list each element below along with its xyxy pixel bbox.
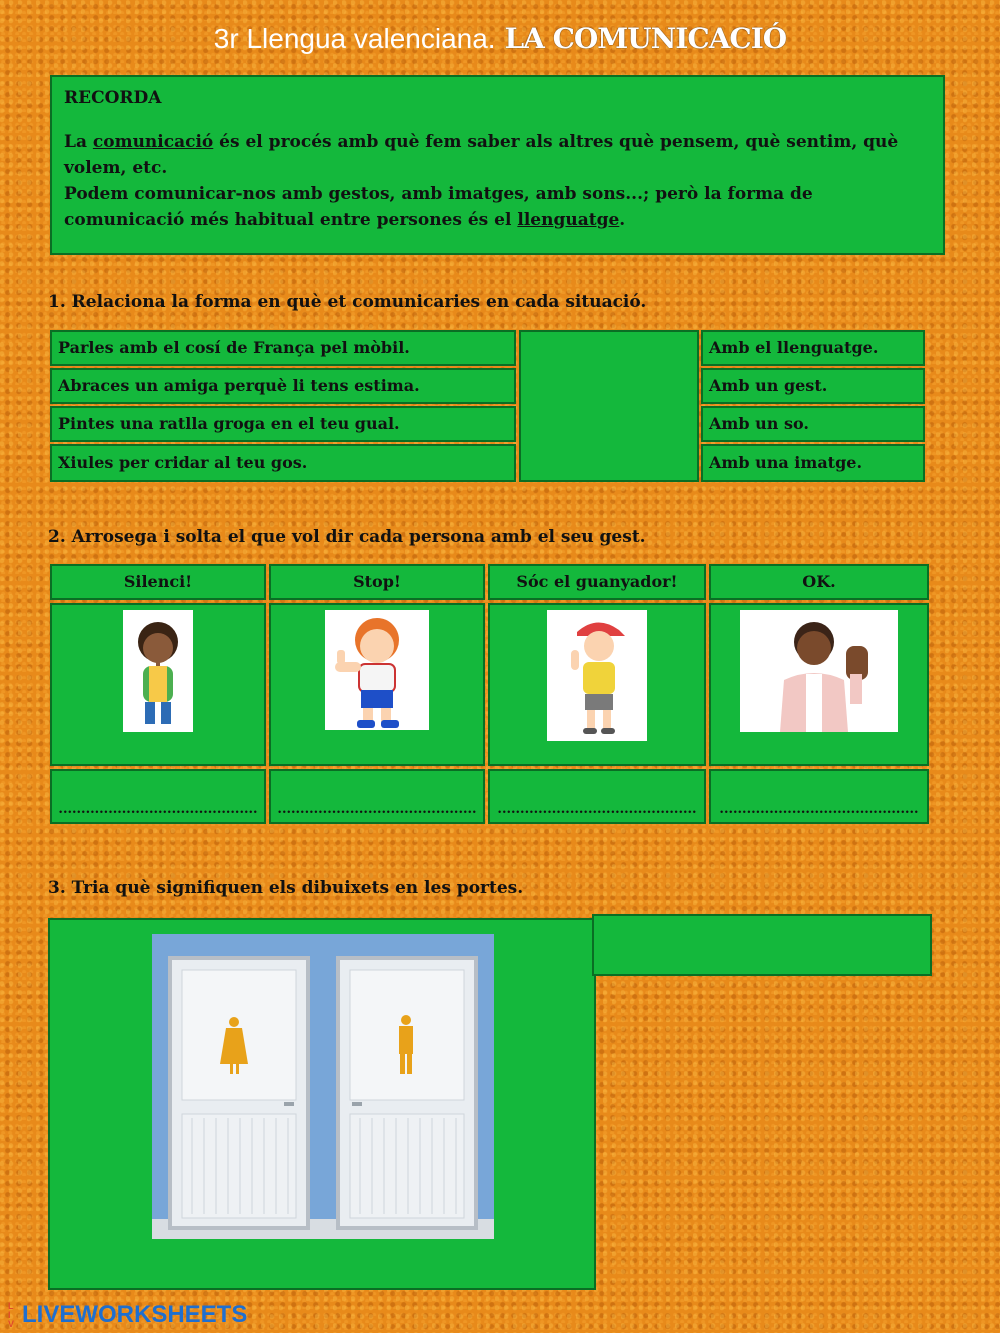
gesture-header-silenci: Silenci! xyxy=(50,564,266,600)
gesture-header-guanyador: Sóc el guanyador! xyxy=(488,564,706,600)
recorda-paragraph-1: La comunicació és el procés amb què fem saber als altres què pensem, què sentim, què volem, etc. xyxy=(64,132,899,178)
child-silence-illustration xyxy=(123,610,193,732)
option-so[interactable]: Amb un so. xyxy=(701,406,925,442)
question-2-title: 2. Arrosega i solta el que vol dir cada persona amb el seu gest. xyxy=(48,527,646,547)
logo-text: LIVEWORKSHEETS xyxy=(22,1301,248,1328)
drop-slot-2[interactable]: ............................................ xyxy=(269,769,485,824)
gesture-image-cell-4 xyxy=(709,603,929,766)
doors-photo xyxy=(152,934,494,1239)
option-gest[interactable]: Amb un gest. xyxy=(701,368,925,404)
gesture-image-cell-2 xyxy=(269,603,485,766)
gesture-header-ok: OK. xyxy=(709,564,929,600)
drop-slot-3[interactable]: ............................................ xyxy=(488,769,706,824)
page-title xyxy=(0,22,1000,55)
situation-1[interactable]: Parles amb el cosí de França pel mòbil. xyxy=(50,330,516,366)
answer-select-box[interactable] xyxy=(592,914,932,976)
situation-3[interactable]: Pintes una ratlla groga en el teu gual. xyxy=(50,406,516,442)
keyword-llenguatge: llenguatge xyxy=(517,210,620,230)
boy-victory-illustration xyxy=(547,610,647,741)
situation-4[interactable]: Xiules per cridar al teu gos. xyxy=(50,444,516,482)
question-1-matching xyxy=(48,328,933,484)
gesture-image-cell-1 xyxy=(50,603,266,766)
boy-thumbs-up-illustration xyxy=(325,610,429,730)
situation-2[interactable]: Abraces un amiga perquè li tens estima. xyxy=(50,368,516,404)
question-3-title: 3. Tria què signifiquen els dibuixets en les portes. xyxy=(48,878,524,898)
gesture-header-stop: Stop! xyxy=(269,564,485,600)
doors-panel xyxy=(48,918,596,1290)
drop-slot-4[interactable]: ............................................ xyxy=(709,769,929,824)
title-subject: 3r Llengua valenciana. xyxy=(213,23,496,54)
matching-area[interactable] xyxy=(519,330,699,482)
recorda-heading: RECORDA xyxy=(64,88,162,108)
drop-slot-1[interactable]: ............................................ xyxy=(50,769,266,824)
recorda-paragraph-2: Podem comunicar-nos amb gestos, amb imatges, amb sons...; però la forma de comunicació més habitual entre persones és el llenguatge. xyxy=(64,184,813,230)
liveworksheets-logo xyxy=(8,1301,247,1329)
question-1-title: 1. Relaciona la forma en què et comunicaries en cada situació. xyxy=(48,292,647,312)
option-imatge[interactable]: Amb una imatge. xyxy=(701,444,925,482)
logo-side-mark: L I V xyxy=(8,1301,15,1330)
option-llenguatge[interactable]: Amb el llenguatge. xyxy=(701,330,925,366)
title-topic: LA COMUNICACIÓ xyxy=(504,22,787,55)
gesture-image-cell-3 xyxy=(488,603,706,766)
question-2-grid xyxy=(48,562,932,830)
keyword-comunicacio: comunicació xyxy=(92,132,214,152)
recorda-box xyxy=(50,75,945,255)
man-stop-gesture-illustration xyxy=(740,610,898,732)
